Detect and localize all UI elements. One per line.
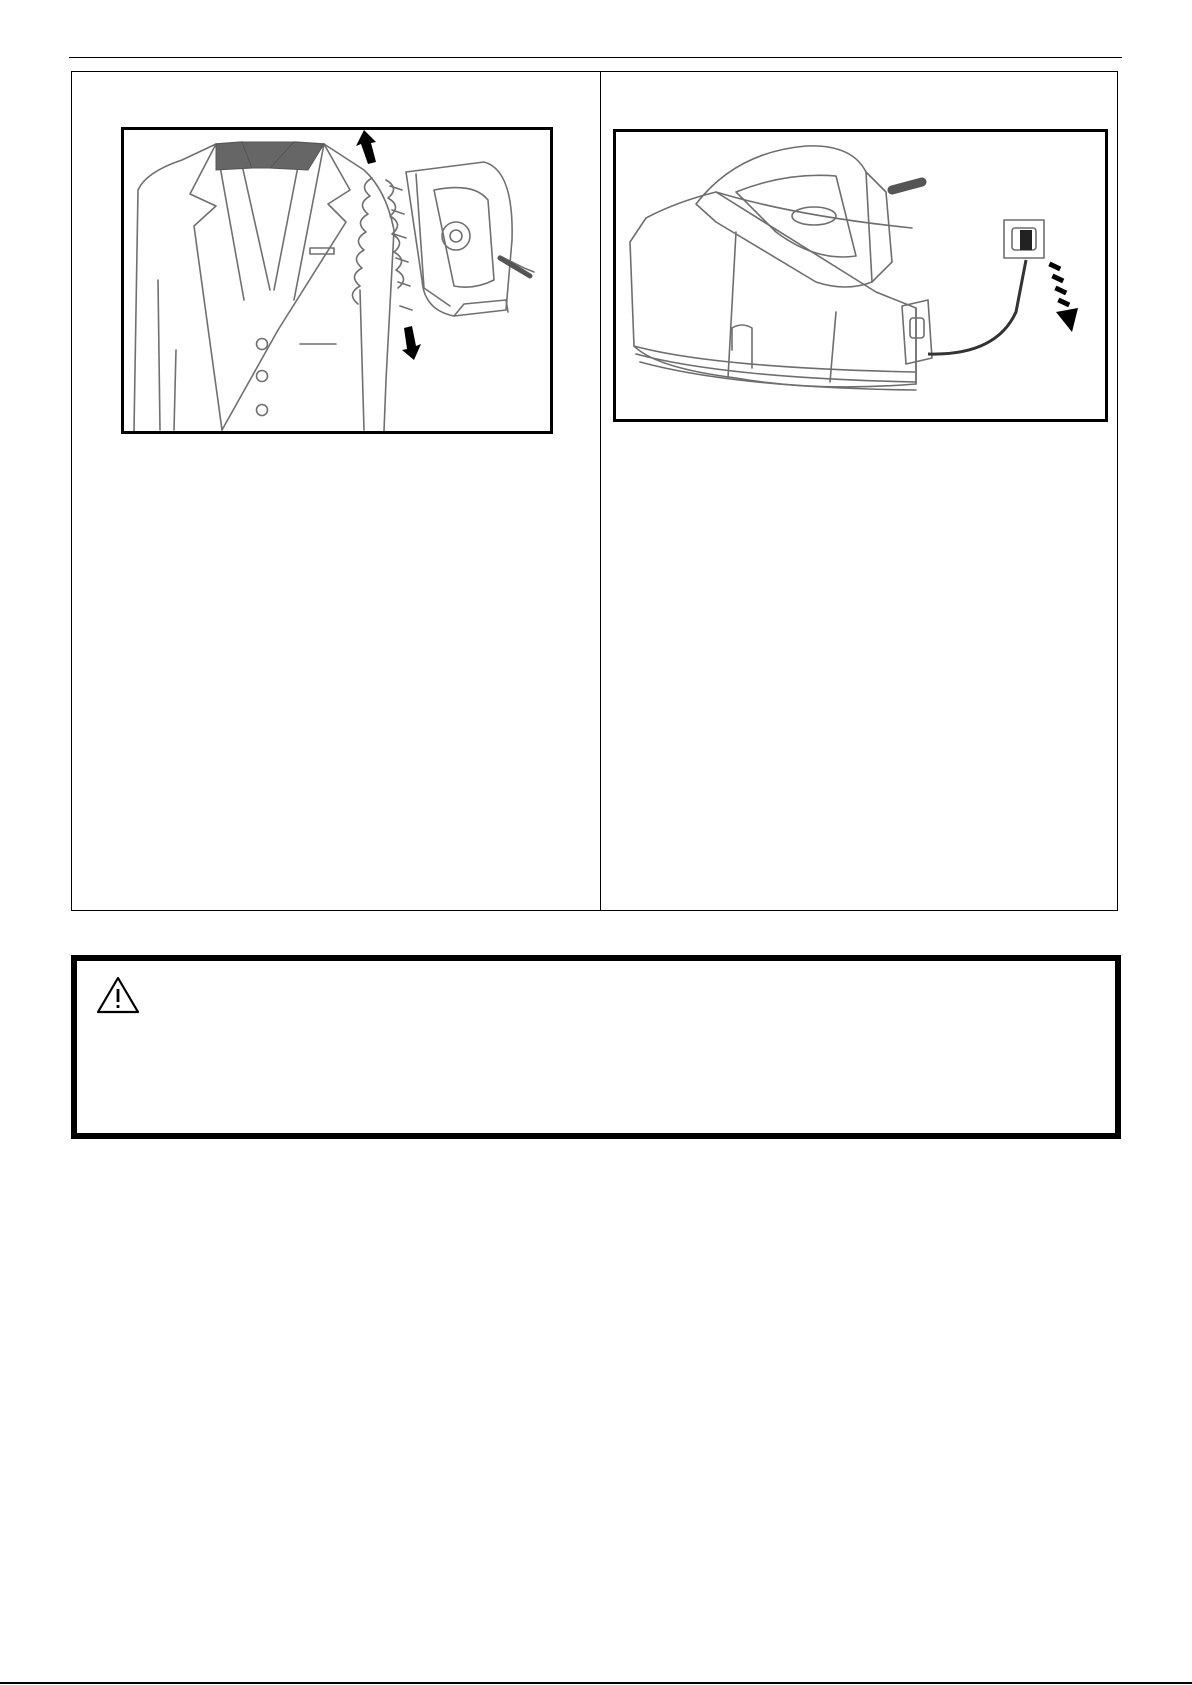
iron-dial — [442, 222, 470, 250]
button-top — [257, 339, 268, 350]
steam-station-drawing — [616, 132, 1105, 419]
unplug-steam-station-illustration — [613, 129, 1108, 422]
panel-divider — [600, 72, 601, 910]
instruction-panels — [71, 71, 1118, 911]
power-plug — [1020, 230, 1032, 250]
button-middle — [257, 371, 268, 382]
station-body — [630, 192, 916, 387]
jacket-collar — [216, 142, 324, 170]
steam-swirl-left — [352, 178, 372, 304]
jacket-vertical-steam-illustration — [121, 127, 553, 434]
iron-handle-grip — [792, 207, 836, 225]
jacket-left-lapel — [190, 144, 222, 430]
button-bottom — [257, 405, 268, 416]
arrow-down — [402, 326, 421, 360]
power-cord — [928, 260, 1026, 354]
footer-rule — [0, 1682, 1192, 1684]
iron-cord — [500, 258, 530, 276]
iron-body — [406, 162, 512, 316]
warning-box — [71, 955, 1121, 1139]
steam-hose-connector — [892, 182, 922, 190]
unplug-arrow — [1048, 262, 1078, 332]
warning-triangle-icon — [95, 975, 141, 1015]
jacket-right-outline — [294, 142, 394, 431]
station-control-panel — [902, 300, 932, 364]
jacket-steam-drawing — [124, 130, 550, 431]
arrow-up — [356, 130, 376, 164]
jacket-left-outline — [134, 142, 242, 431]
header-rule — [69, 57, 1122, 58]
